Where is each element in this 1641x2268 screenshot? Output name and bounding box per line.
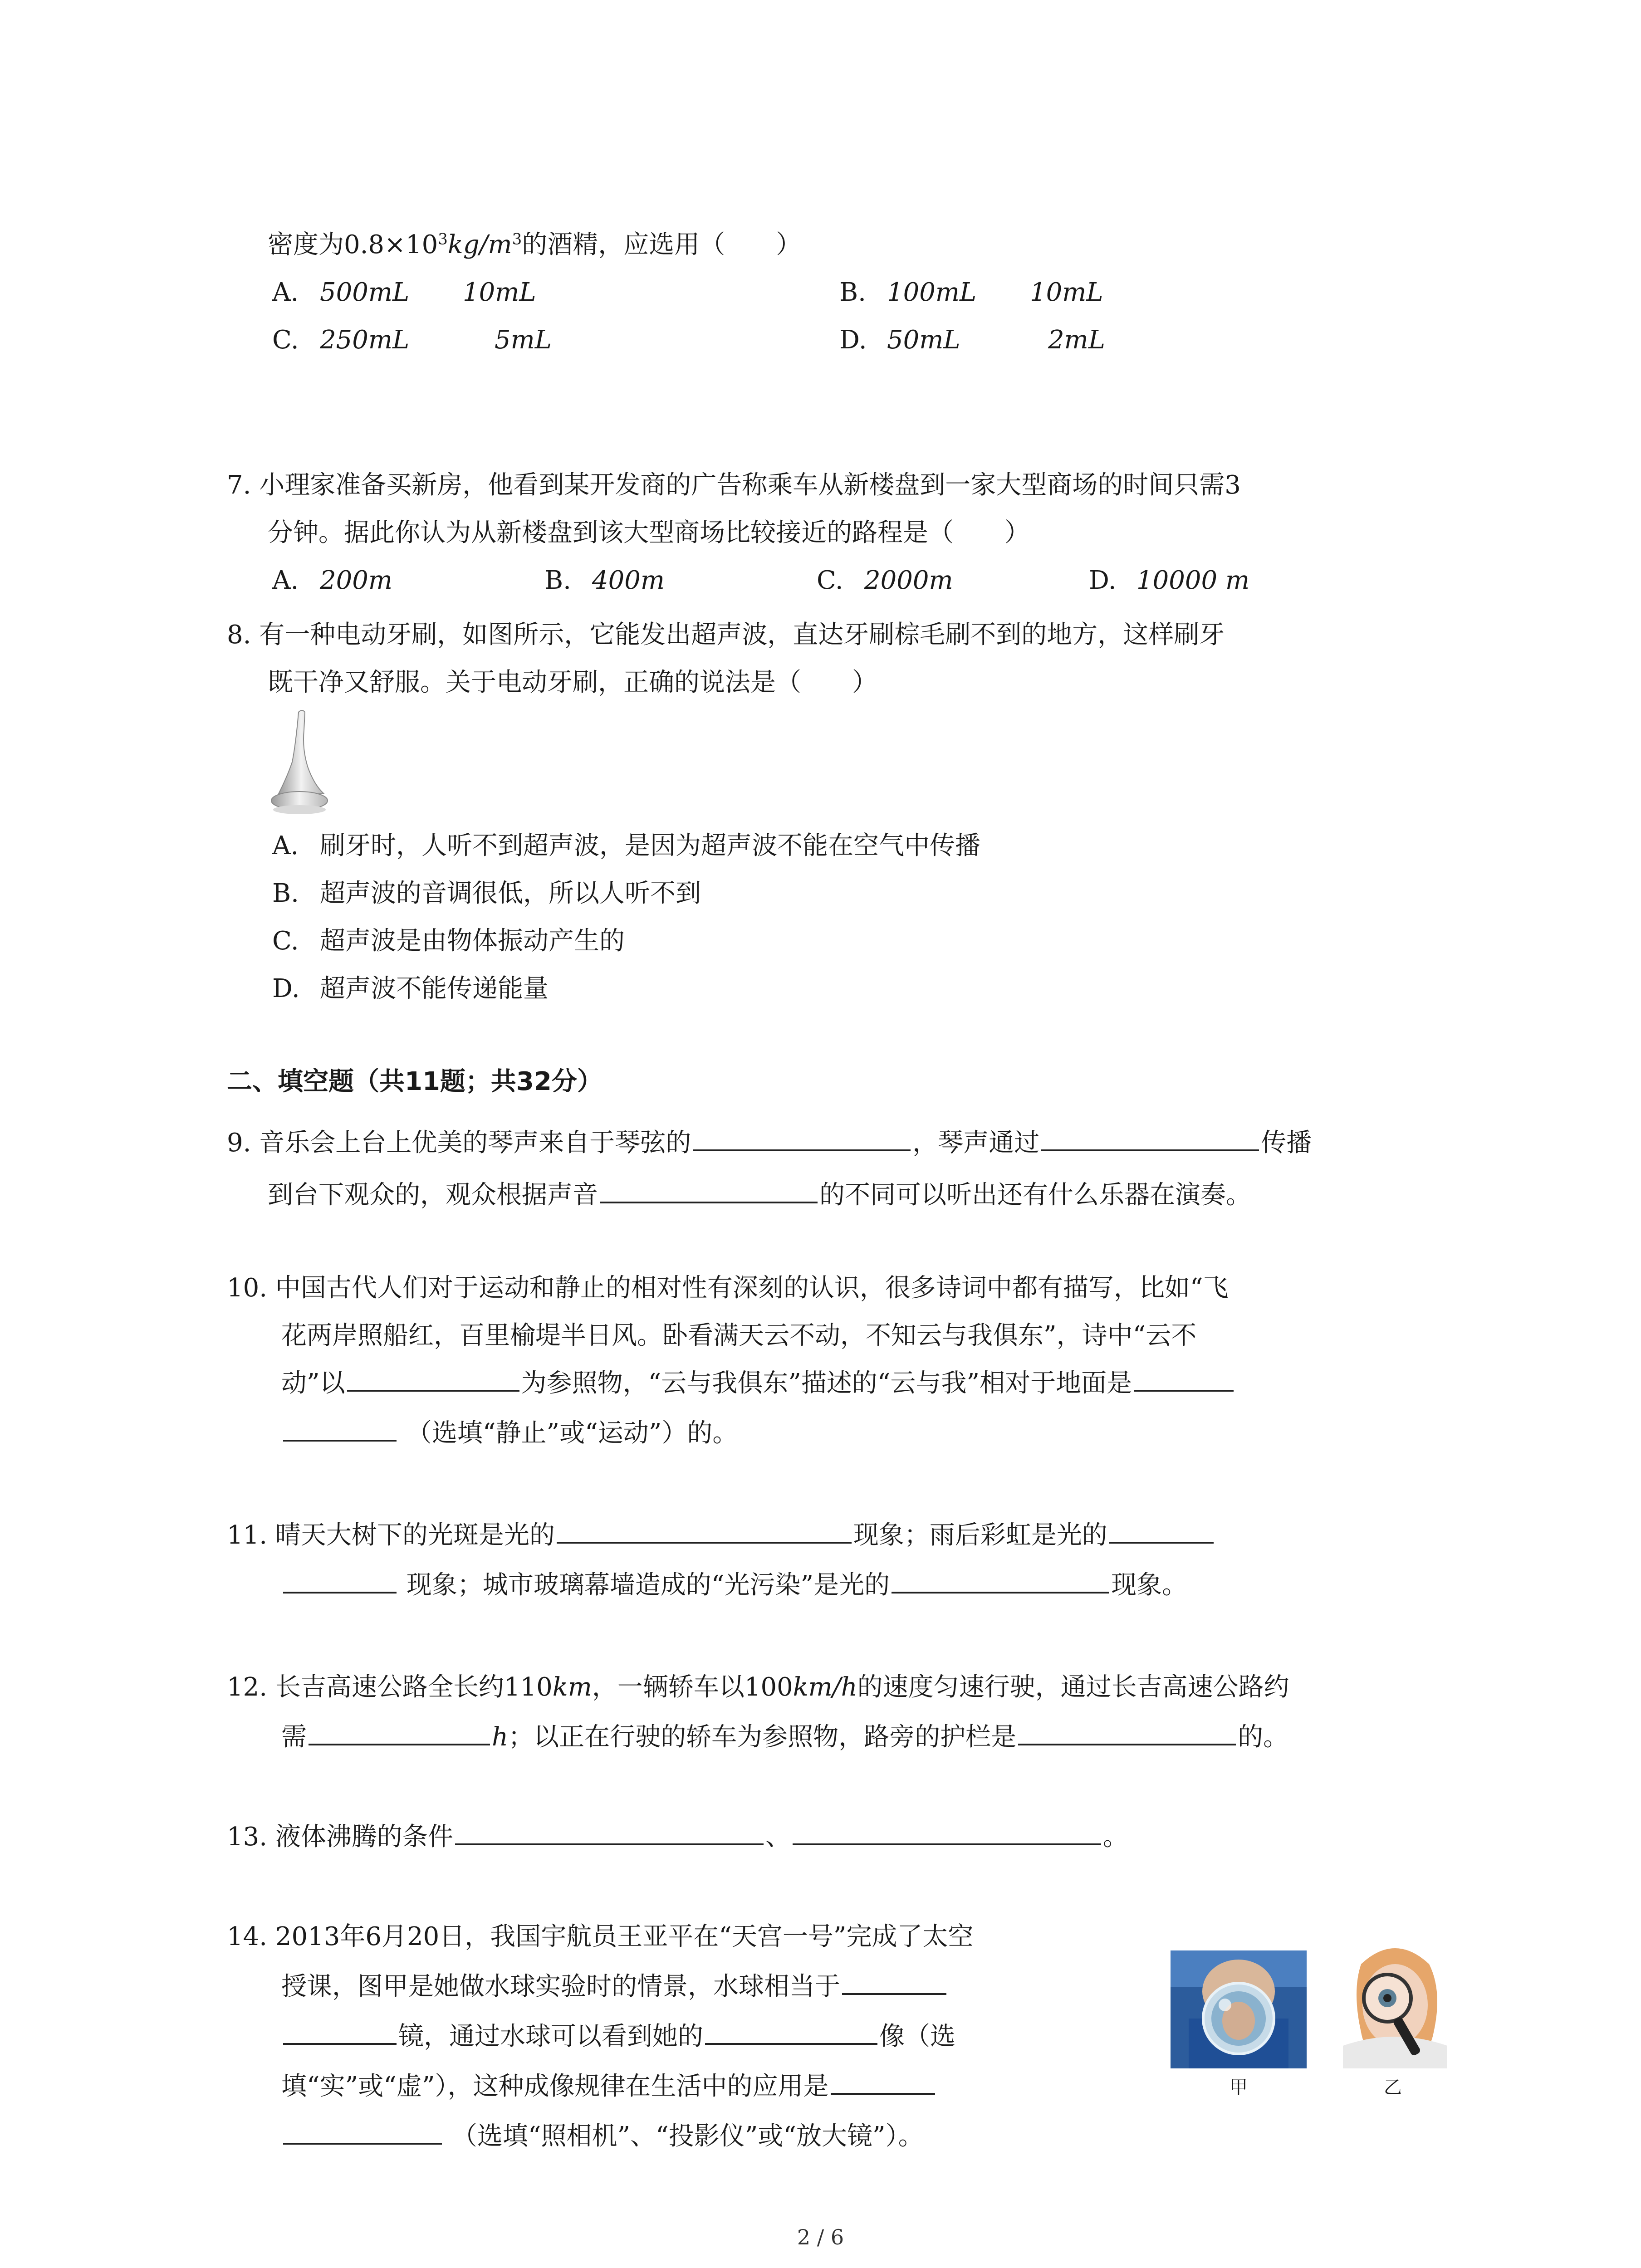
q7-line1: 7. 小理家准备买新房，他看到某开发商的广告称乘车从新楼盘到一家大型商场的时间只需3 xyxy=(227,470,1241,500)
q13-line1: 13. 液体沸腾的条件 、 。 xyxy=(227,1819,1128,1855)
q9-line1: 9. 音乐会上台上优美的琴声来自于琴弦的 ，琴声通过 传播 xyxy=(227,1125,1312,1161)
q6-stem: 密度为$0.8\times 10^3kg/m^3$的酒精，应选用（ ） xyxy=(268,230,802,259)
q14-blank-1b[interactable] xyxy=(283,2019,397,2045)
q11-line1: 11. 晴天大树下的光斑是光的 现象；雨后彩虹是光的 xyxy=(227,1517,1215,1554)
q8-option-b: B. 超声波的音调很低，所以人听不到 xyxy=(272,879,701,908)
q12-line1: 12. 长吉高速公路全长约110km，一辆轿车以100km/h的速度匀速行驶，通过长吉高速公路约 xyxy=(227,1672,1289,1702)
q8-option-c: C. 超声波是由物体振动产生的 xyxy=(272,926,625,956)
section-title: 二、填空题（共11题；共32分） xyxy=(227,1067,603,1096)
q11-blank-1[interactable] xyxy=(557,1518,852,1544)
q9-line2: 到台下观众的，观众根据声音 的不同可以听出还有什么乐器在演奏。 xyxy=(268,1177,1251,1213)
q10-line1: 10. 中国古代人们对于运动和静止的相对性有深刻的认识，很多诗词中都有描写，比如“飞 xyxy=(227,1273,1229,1303)
q9-blank-1[interactable] xyxy=(693,1126,911,1151)
q10-line2: 花两岸照船红，百里榆堤半日风。卧看满天云不动，不知云与我俱东”，诗中“云不 xyxy=(281,1321,1197,1350)
q14-line5: （选填“照相机”、“投影仪”或“放大镜”）。 xyxy=(281,2118,924,2155)
q14-line3: 镜，通过水球可以看到她的 像（选 xyxy=(281,2019,955,2055)
q14-blank-3b[interactable] xyxy=(283,2119,442,2145)
q7-option-c: C. 2000m xyxy=(817,566,953,595)
q10-line3: 动”以 为参照物，“云与我俱东”描述的“云与我”相对于地面是 xyxy=(281,1365,1235,1402)
q7-line2: 分钟。据此你认为从新楼盘到该大型商场比较接近的路程是（ ） xyxy=(268,518,1030,547)
q6-option-a: A. 500mL 10mL xyxy=(272,278,536,307)
q14-line1: 14. 2013年6月20日，我国宇航员王亚平在“天宫一号”完成了太空 xyxy=(227,1922,974,1951)
q13-blank-1[interactable] xyxy=(455,1820,764,1845)
q7-option-d: D. 10000 m xyxy=(1089,566,1250,595)
q7-option-b: B. 400m xyxy=(544,566,665,595)
q11-blank-2b[interactable] xyxy=(283,1568,397,1593)
q10-blank-2a[interactable] xyxy=(1134,1366,1234,1392)
q9-blank-2[interactable] xyxy=(1041,1126,1259,1151)
q8-option-d: D. 超声波不能传递能量 xyxy=(272,974,549,1003)
q11-blank-2a[interactable] xyxy=(1109,1518,1214,1544)
caption-yi: 乙 xyxy=(1384,2077,1402,2098)
caption-jia: 甲 xyxy=(1230,2077,1248,2098)
page-number: 2 / 6 xyxy=(797,2225,844,2249)
q6-option-b: B. 100mL 10mL xyxy=(839,278,1103,307)
q13-blank-2[interactable] xyxy=(793,1820,1101,1845)
q6-option-d: D. 50mL 2mL xyxy=(839,325,1105,355)
q11-line2: 现象；城市玻璃幕墙造成的“光污染”是光的 现象。 xyxy=(281,1567,1187,1603)
q10-blank-2b[interactable] xyxy=(283,1416,397,1442)
q12-blank-1[interactable] xyxy=(309,1720,490,1745)
q14-blank-2[interactable] xyxy=(705,2019,877,2045)
q14-blank-1a[interactable] xyxy=(842,1970,946,1995)
q10-blank-1[interactable] xyxy=(347,1366,519,1392)
q8-option-a: A. 刷牙时，人听不到超声波，是因为超声波不能在空气中传播 xyxy=(272,831,980,860)
q7-option-a: A. 200m xyxy=(272,566,392,595)
magnifier-photo xyxy=(1329,1937,1461,2068)
q12-blank-2[interactable] xyxy=(1018,1720,1236,1745)
q14-line4: 填“实”或“虚”），这种成像规律在生活中的应用是 xyxy=(281,2068,937,2105)
q14-blank-3a[interactable] xyxy=(831,2069,935,2095)
q9-blank-3[interactable] xyxy=(600,1178,818,1203)
q10-line4: （选填“静止”或“运动”）的。 xyxy=(281,1415,738,1452)
electric-toothbrush-image xyxy=(263,708,331,816)
q8-line2: 既干净又舒服。关于电动牙刷，正确的说法是（ ） xyxy=(268,668,877,697)
water-ball-photo xyxy=(1171,1950,1307,2068)
q8-line1: 8. 有一种电动牙刷，如图所示，它能发出超声波，直达牙刷棕毛刷不到的地方，这样刷牙 xyxy=(227,620,1225,650)
q14-line2: 授课，图甲是她做水球实验时的情景，水球相当于 xyxy=(281,1969,948,2005)
q12-line2: 需 h；以正在行驶的轿车为参照物，路旁的护栏是 的。 xyxy=(281,1719,1288,1755)
q11-blank-3[interactable] xyxy=(892,1568,1109,1593)
q6-option-c: C. 250mL 5mL xyxy=(272,325,552,355)
